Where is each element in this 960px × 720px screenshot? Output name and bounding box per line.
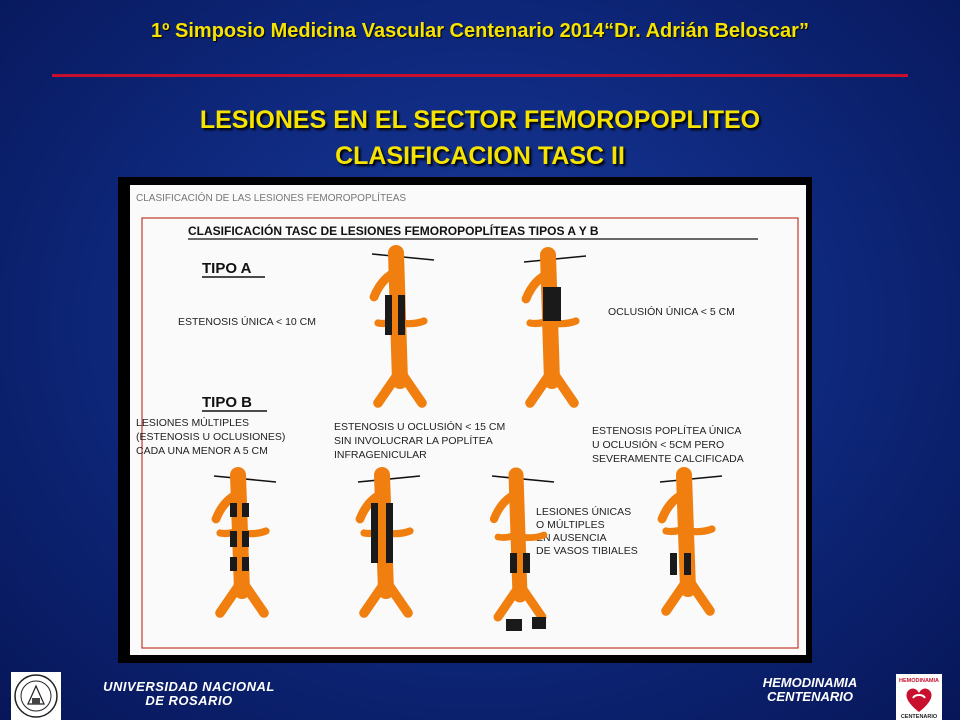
footer-hemodinamia bbox=[735, 676, 885, 704]
lesion-b2-right bbox=[386, 503, 393, 563]
lesion-b4-2 bbox=[523, 553, 530, 573]
tasc-diagram bbox=[130, 185, 806, 655]
lesion-b4-tibial-left bbox=[506, 619, 522, 631]
main-title-line1: LESIONES EN EL SECTOR FEMOROPOPLITEO bbox=[199, 106, 761, 134]
figure-heading: CLASIFICACIÓN TASC DE LESIONES FEMOROPOPLÍTEAS TIPOS A Y B bbox=[188, 224, 599, 238]
hemodinamia-logo bbox=[896, 674, 942, 720]
footer-university-line1: UNIVERSIDAD NACIONAL bbox=[103, 679, 275, 694]
tasc-figure bbox=[130, 185, 806, 655]
lesion-a1-right bbox=[398, 295, 405, 335]
artery-a2-branch-right bbox=[552, 321, 576, 324]
label-b1: LESIONES MÚLTIPLES (ESTENOSIS U OCLUSIONES) CADA UNA MENOR A 5 CM bbox=[136, 417, 286, 457]
footer-university-line2: DE ROSARIO bbox=[145, 693, 233, 708]
lesion-b3-right bbox=[684, 553, 691, 575]
label-a2: OCLUSIÓN ÚNICA < 5 CM bbox=[608, 306, 735, 318]
footer-university bbox=[84, 680, 294, 708]
figure-frame bbox=[118, 177, 812, 663]
lesion-b1-6 bbox=[242, 557, 249, 571]
lesion-b4-1 bbox=[510, 553, 517, 573]
lesion-b1-2 bbox=[242, 503, 249, 517]
header-divider bbox=[52, 74, 908, 77]
footer-hemodinamia-line2: CENTENARIO bbox=[767, 689, 853, 704]
lesion-b1-3 bbox=[230, 531, 237, 547]
label-b2: ESTENOSIS U OCLUSIÓN < 15 CM SIN INVOLUCRAR LA POPLÍTEA INFRAGENICULAR bbox=[334, 421, 506, 461]
lesion-b4-tibial-right bbox=[532, 617, 546, 629]
label-b4: LESIONES ÚNICAS O MÚLTIPLES EN AUSENCIA DE VASOS TIBIALES bbox=[536, 506, 638, 557]
artery-b3-branch-right bbox=[688, 529, 712, 532]
lesion-b3-left bbox=[670, 553, 677, 575]
lesion-a2 bbox=[543, 287, 561, 321]
main-title-line2: CLASIFICACION TASC II bbox=[335, 142, 625, 170]
main-title bbox=[0, 102, 960, 174]
tipo-a-label: TIPO A bbox=[202, 260, 252, 277]
lesion-b2-left bbox=[371, 503, 378, 563]
header-title: 1º Simposio Medicina Vascular Centenario 2014“Dr. Adrián Beloscar” bbox=[151, 20, 809, 42]
figure-top-caption: CLASIFICACIÓN DE LAS LESIONES FEMOROPOPLÍTEAS bbox=[136, 193, 407, 204]
lesion-b1-5 bbox=[230, 557, 237, 571]
label-b3: ESTENOSIS POPLÍTEA ÚNICA U OCLUSIÓN < 5CM PERO SEVERAMENTE CALCIFICADA bbox=[592, 425, 744, 465]
artery-b4-branch-right bbox=[520, 535, 544, 538]
university-seal-logo bbox=[11, 672, 61, 720]
lesion-a1-left bbox=[385, 295, 392, 335]
tipo-b-label: TIPO B bbox=[202, 394, 253, 411]
footer-hemodinamia-line1: HEMODINAMIA bbox=[762, 675, 858, 690]
svg-text:HEMODINAMIA: HEMODINAMIA bbox=[898, 678, 940, 684]
label-a1: ESTENOSIS ÚNICA < 10 CM bbox=[178, 316, 316, 328]
lesion-b1-1 bbox=[230, 503, 237, 517]
lesion-b1-4 bbox=[242, 531, 249, 547]
svg-text:CENTENARIO: CENTENARIO bbox=[900, 714, 938, 720]
